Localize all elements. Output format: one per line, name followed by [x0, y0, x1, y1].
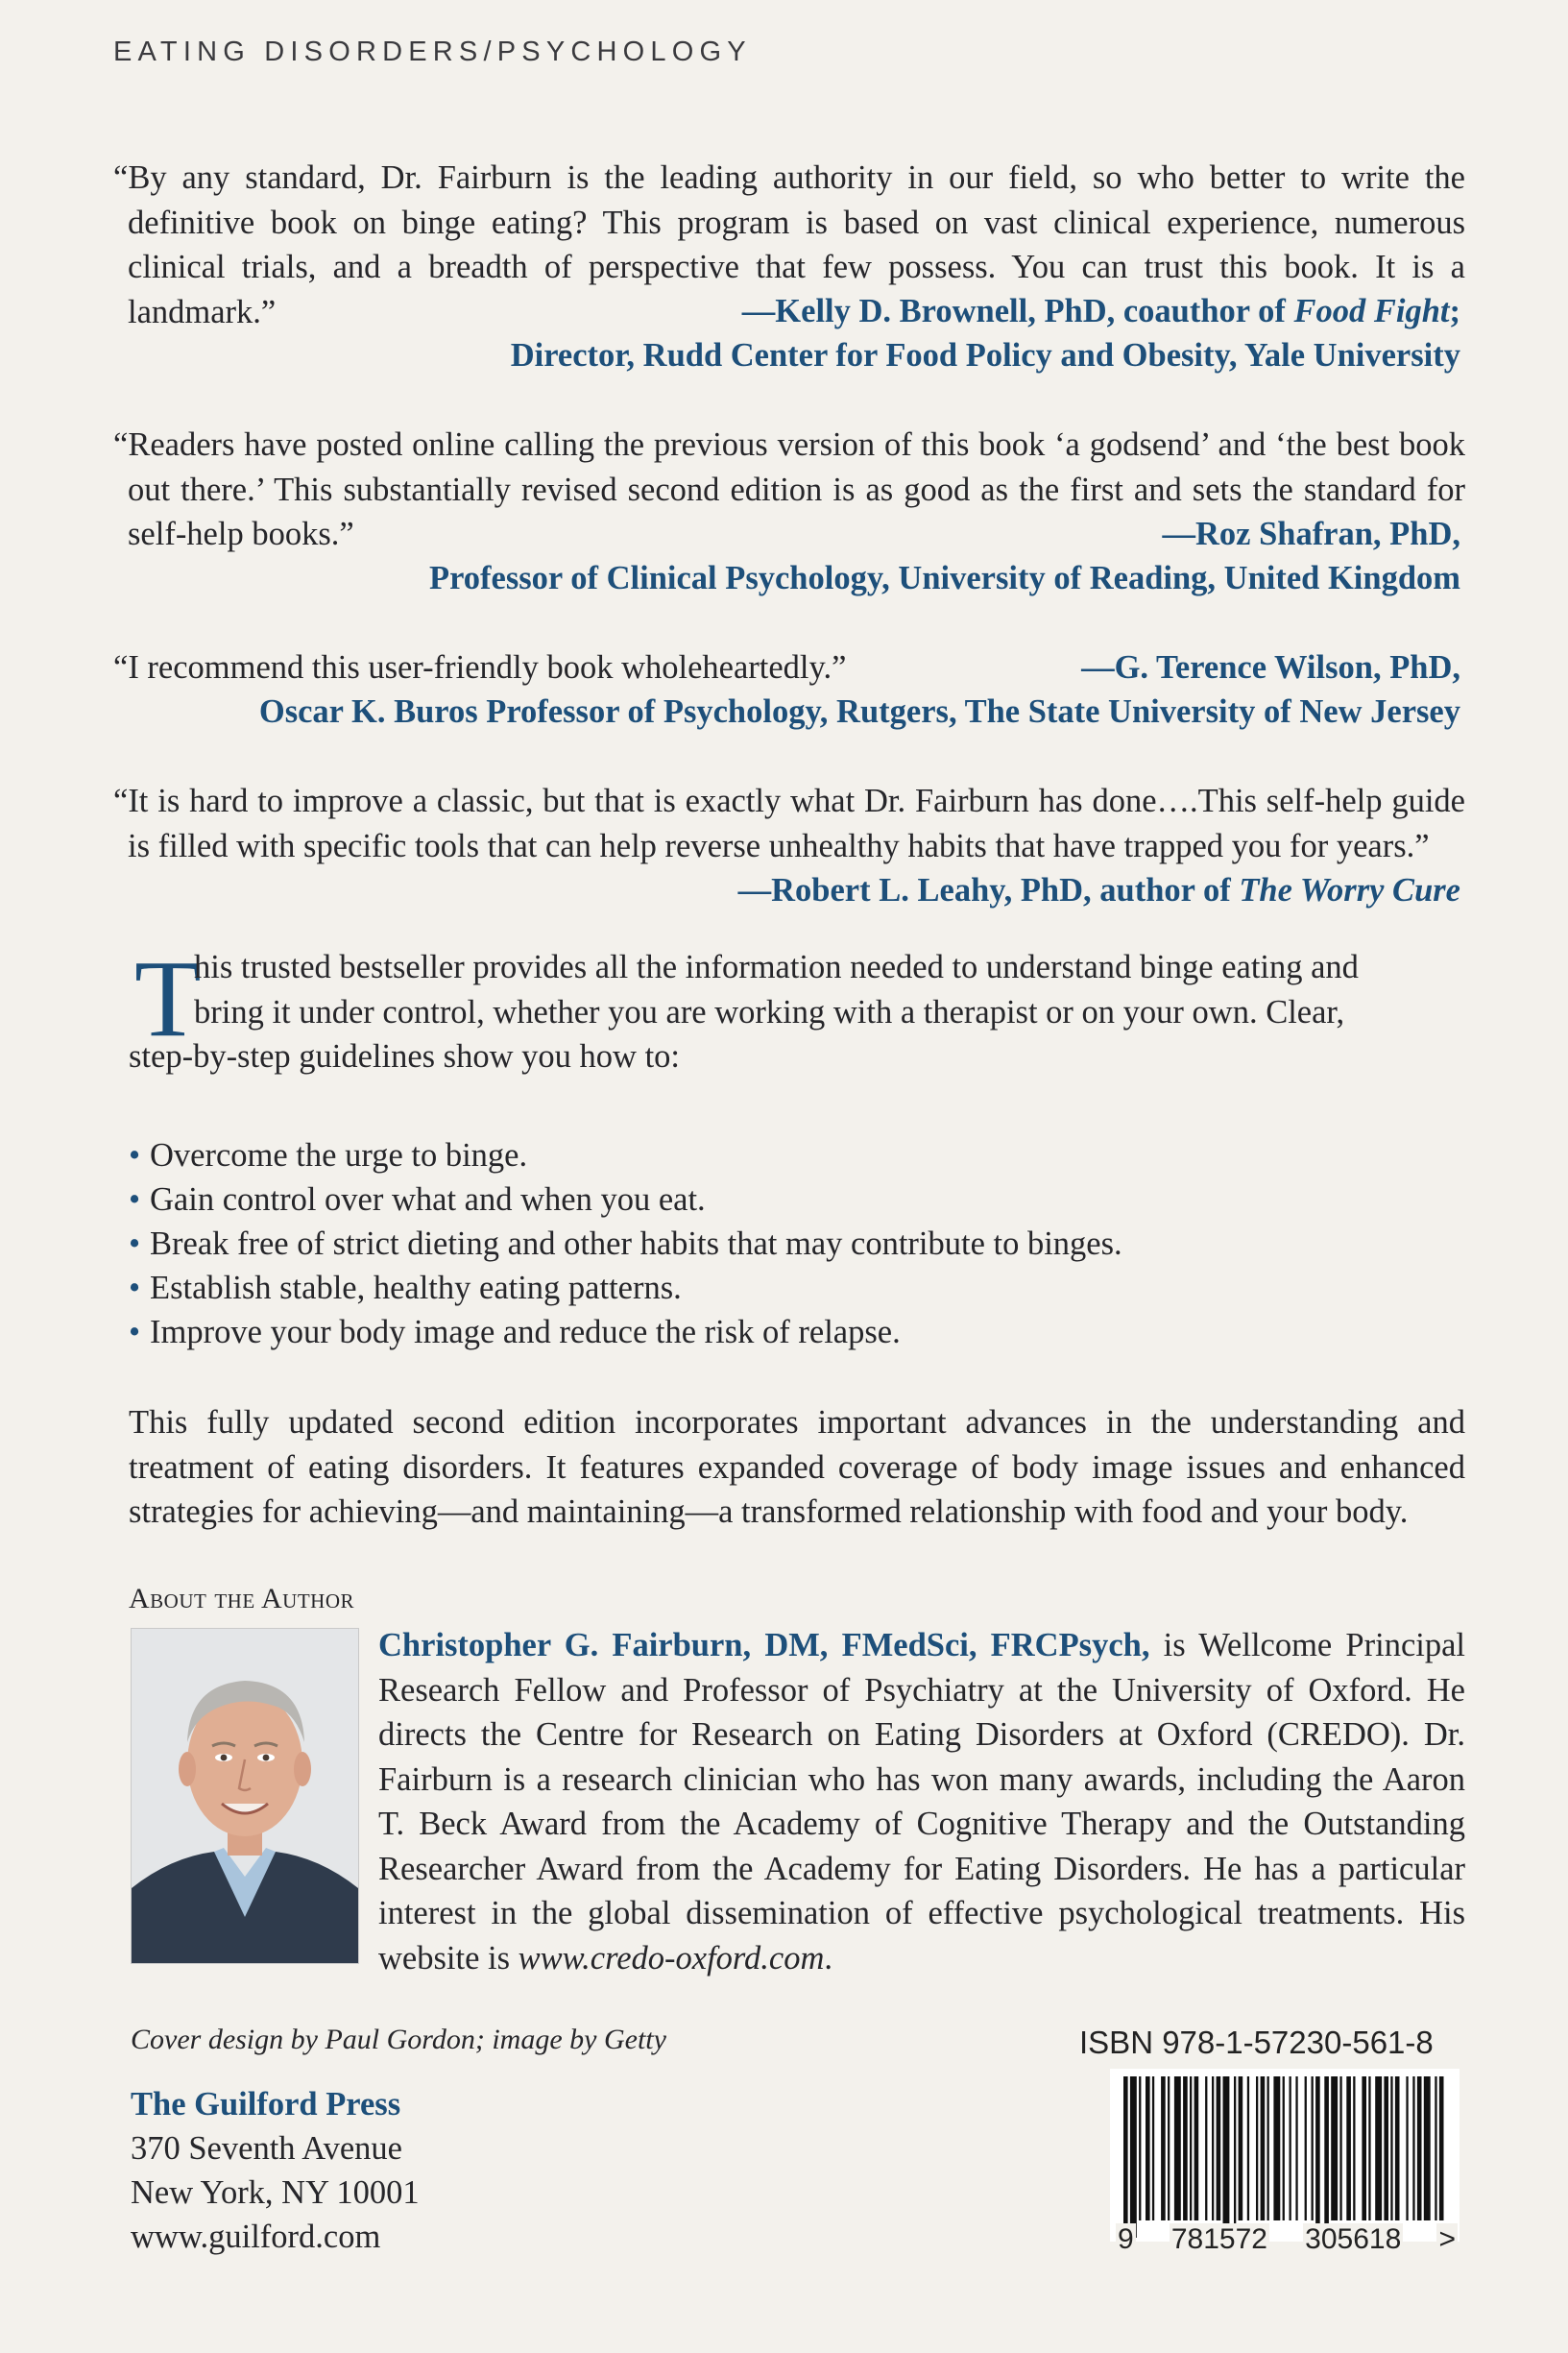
publisher-address-line: New York, NY 10001 [131, 2174, 420, 2211]
barcode-bar [1417, 2076, 1422, 2220]
barcode-bar [1295, 2076, 1297, 2220]
author-name: Christopher G. Fairburn, DM, FMedSci, FRCPsych, [378, 1627, 1150, 1663]
barcode-bar [1375, 2076, 1382, 2220]
barcode-bar [1183, 2076, 1188, 2220]
barcode-bar [1174, 2076, 1181, 2220]
barcode-bar [1212, 2076, 1214, 2220]
intro-line: his trusted bestseller provides all the information needed to understand binge eating and [194, 949, 1359, 985]
publisher-name: The Guilford Press [131, 2086, 401, 2123]
barcode-bar [1223, 2076, 1230, 2238]
barcode-bar [1305, 2076, 1307, 2220]
benefit-list [129, 1133, 1122, 1354]
blurb-quote: “By any standard, Dr. Fairburn is the leading authority in our field, so who better to write the definitive book on binge eating? This program is based on vast clinical experience, numerous clinical trials, and a breadth of perspective that few possess. You can trust this book. It is a landmark.” [113, 159, 1465, 330]
author-photo [131, 1628, 359, 1964]
barcode-bar [1346, 2076, 1351, 2220]
barcode-bars [1110, 2069, 1459, 2242]
barcode-bar [1390, 2076, 1392, 2220]
barcode-bar [1368, 2076, 1370, 2220]
barcode-group: 781572 [1170, 2223, 1267, 2255]
bio-end: . [824, 1939, 833, 1977]
barcode-bar [1267, 2076, 1269, 2220]
barcode-trail: > [1438, 2223, 1456, 2255]
book-title: Food Fight [1293, 293, 1450, 329]
barcode-bar [1439, 2076, 1444, 2220]
blurb-affiliation: Oscar K. Buros Professor of Psychology, Rutgers, The State University of New Jersey [258, 693, 1460, 730]
attribution-text: —Kelly D. Brownell, PhD, coauthor of [741, 293, 1294, 329]
barcode-bar [1168, 2076, 1170, 2220]
barcode-group: 305618 [1305, 2223, 1402, 2255]
blurb-affiliation: Professor of Clinical Psychology, University of Reading, United Kingdom [429, 560, 1460, 596]
blurb-affiliation: Director, Rudd Center for Food Policy and Obesity, Yale University [510, 337, 1460, 374]
isbn-label: ISBN 978-1-57230-561-8 [1079, 2025, 1434, 2060]
barcode-bar [1312, 2076, 1314, 2220]
barcode-bar [1146, 2076, 1150, 2220]
barcode-bar [1239, 2076, 1243, 2220]
author-website: www.credo-oxford.com [518, 1939, 825, 1977]
barcode-bar [1190, 2076, 1192, 2220]
barcode-bar [1290, 2076, 1291, 2220]
barcode-bar [1362, 2076, 1366, 2220]
category-label: EATING DISORDERS/PSYCHOLOGY [113, 36, 752, 67]
cover-credit: Cover design by Paul Gordon; image by Getty [131, 2024, 666, 2055]
barcode-lead-digit: 9 [1118, 2223, 1134, 2255]
blurb-attribution [596, 868, 1460, 913]
bio-text: is Wellcome Principal Research Fellow and Professor of Psychiatry at the University of Oxford. He directs the Centre for Research on Eating Disorders at Oxford (CREDO). Dr. Fairburn is a research clinician who has won many awards, including the Aaron T. Beck Award from the Academy of Cognitive Therapy and the Outstanding Researcher Award from the Academy for Eating Disorders. He has a particular interest in the global dissemination of effective psychological treatments. His website is [378, 1627, 1465, 1977]
barcode-bar [1339, 2076, 1341, 2220]
barcode-bar [1273, 2076, 1280, 2220]
barcode-bar [1384, 2076, 1388, 2220]
attribution-punct: ; [1449, 293, 1460, 329]
list-item: • Break free of strict dieting and other habits that may contribute to binges. [129, 1222, 1122, 1266]
barcode-bar [1256, 2076, 1258, 2220]
list-item: • Establish stable, healthy eating patterns. [129, 1266, 1122, 1310]
barcode-bar [1217, 2076, 1221, 2220]
list-item: • Gain control over what and when you eat. [129, 1177, 1122, 1222]
barcode-bar [1412, 2076, 1414, 2220]
edition-paragraph: This fully updated second edition incorporates important advances in the understanding and treatment of eating disorders. It features expanded coverage of body image issues and enhanced strategies for achieving—and maintaining—a transformed relationship with food and your body. [129, 1404, 1465, 1530]
blurb-attribution: —G. Terence Wilson, PhD, [1081, 649, 1460, 686]
barcode-bar [1194, 2076, 1199, 2220]
barcode-bar [1161, 2076, 1166, 2220]
blurb-attribution [596, 289, 1460, 334]
barcode-bar [1283, 2076, 1285, 2220]
barcode-bar [1331, 2076, 1338, 2220]
blurb-quote: “Readers have posted online calling the previous version of this book ‘a godsend’ and ‘the best book out there.’ This substantially revised second edition is as good as the first and sets the standard for self-help books.” [113, 426, 1465, 552]
book-title: The Worry Cure [1239, 872, 1460, 909]
barcode-bar [1435, 2076, 1436, 2220]
attribution-text: —Robert L. Leahy, PhD, author of [737, 872, 1240, 909]
author-portrait-image [132, 1629, 358, 1963]
blurb-quote: “I recommend this user-friendly book wholeheartedly.” [113, 649, 847, 686]
author-bio [378, 1623, 1465, 1980]
intro-line: bring it under control, whether you are working with a therapist or on your own. Clear, [194, 993, 1345, 1031]
blurb-attribution: —Roz Shafran, PhD, [1162, 516, 1460, 552]
publisher-website: www.guilford.com [131, 2219, 381, 2255]
barcode-bar [1261, 2076, 1266, 2220]
intro-paragraph [129, 937, 1465, 1079]
barcode-bar [1152, 2076, 1154, 2220]
barcode-digits [1116, 2223, 1458, 2256]
barcode-bar [1315, 2076, 1320, 2238]
drop-cap: T [134, 937, 202, 1059]
barcode-bar [1424, 2076, 1431, 2220]
barcode-bar [1247, 2076, 1249, 2220]
barcode-bar [1406, 2076, 1408, 2220]
barcode-bar [1123, 2076, 1128, 2238]
list-item: • Overcome the urge to binge. [129, 1133, 1122, 1177]
blurb-quote: “It is hard to improve a classic, but that is exactly what Dr. Fairburn has done….This self-help guide is filled with specific tools that can help reverse unhealthy habits that have trapped you for years.” [113, 783, 1465, 864]
publisher-block [131, 2082, 420, 2259]
barcode-bar [1130, 2076, 1137, 2238]
barcode-bar [1353, 2076, 1355, 2220]
barcode [1110, 2069, 1459, 2242]
list-item: • Improve your body image and reduce the risk of relapse. [129, 1310, 1122, 1354]
barcode-bar [1139, 2076, 1141, 2220]
intro-line: step-by-step guidelines show you how to: [129, 1038, 680, 1075]
barcode-bar [1234, 2076, 1236, 2238]
barcode-bar [1395, 2076, 1400, 2220]
publisher-address-line: 370 Seventh Avenue [131, 2130, 402, 2167]
about-author-heading: About the Author [129, 1583, 354, 1614]
barcode-bar [1205, 2076, 1207, 2220]
barcode-bar [1324, 2076, 1329, 2238]
